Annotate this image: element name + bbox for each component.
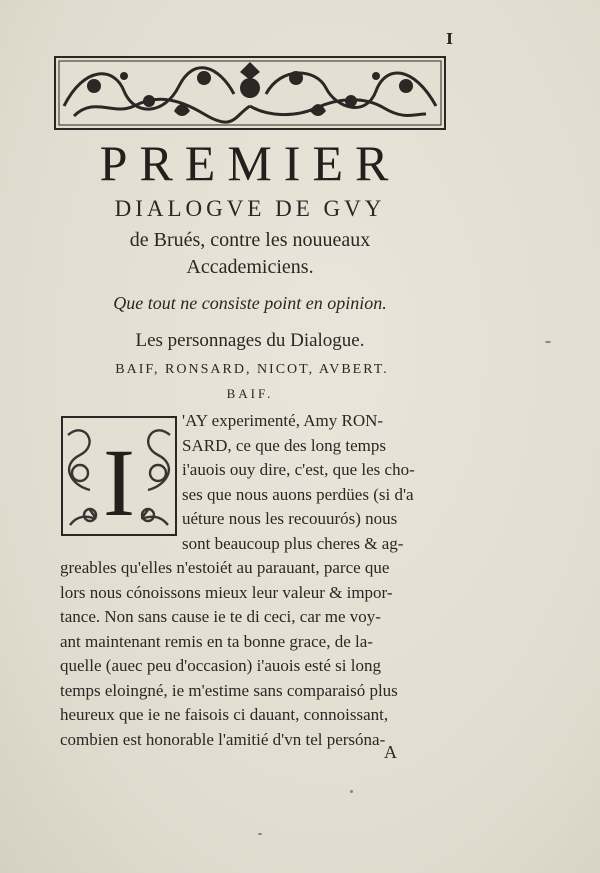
- text-line: ant maintenant remis en ta bonne grace, de la-: [60, 632, 373, 651]
- motto: Que tout ne consiste point en opinion.: [113, 293, 387, 313]
- title-dialogue: DIALOGVE DE GVY: [114, 196, 386, 221]
- paper-speck: [258, 833, 262, 835]
- text-line: tance. Non sans cause ie te di ceci, car me voy-: [60, 607, 381, 626]
- initial-letter: I: [103, 429, 135, 536]
- paper-speck: [545, 341, 551, 343]
- decorated-initial: [60, 415, 178, 537]
- text-line: lors nous cónoissons mieux leur valeur & impor-: [60, 583, 393, 602]
- text-line: uéture nous les recouurós) nous: [182, 509, 398, 528]
- speaker-list: BAIF, RONSARD, NICOT, AVBERT.: [115, 362, 389, 377]
- title-subtitle: de Brués, contre les nouueaux: [129, 229, 371, 251]
- speaker-name: BAIF.: [226, 386, 274, 401]
- text-line: i'auois ouy dire, c'est, que les cho-: [182, 460, 415, 479]
- text-line: SARD, ce que des long temps: [182, 436, 386, 455]
- text-line: combien est honorable l'amitié d'vn tel persóna-: [60, 730, 386, 749]
- text-line: greables qu'elles n'estoiét au parauant, parce que: [60, 558, 390, 577]
- text-line: heureux que ie ne faisois ci dauant, connoissant,: [60, 705, 389, 724]
- ornamental-headpiece: [54, 56, 446, 130]
- persons-heading: Les personnages du Dialogue.: [135, 330, 365, 351]
- title-academiciens: Accademiciens.: [186, 256, 314, 278]
- text-line: quelle (auec peu d'occasion) i'auois esté si long: [60, 656, 381, 675]
- title-premier: PREMIER: [99, 135, 401, 191]
- text-line: sont beaucoup plus cheres & ag-: [182, 534, 404, 553]
- catchword: A: [384, 742, 397, 762]
- text-line: ses que nous auons perdües (si d'a: [182, 485, 414, 504]
- page-number: I: [446, 30, 454, 48]
- text-line: temps eloingné, ie m'estime sans comparaisó plus: [60, 681, 398, 700]
- paper-speck: [350, 790, 353, 793]
- text-line: 'AY experimenté, Amy RON-: [182, 411, 384, 430]
